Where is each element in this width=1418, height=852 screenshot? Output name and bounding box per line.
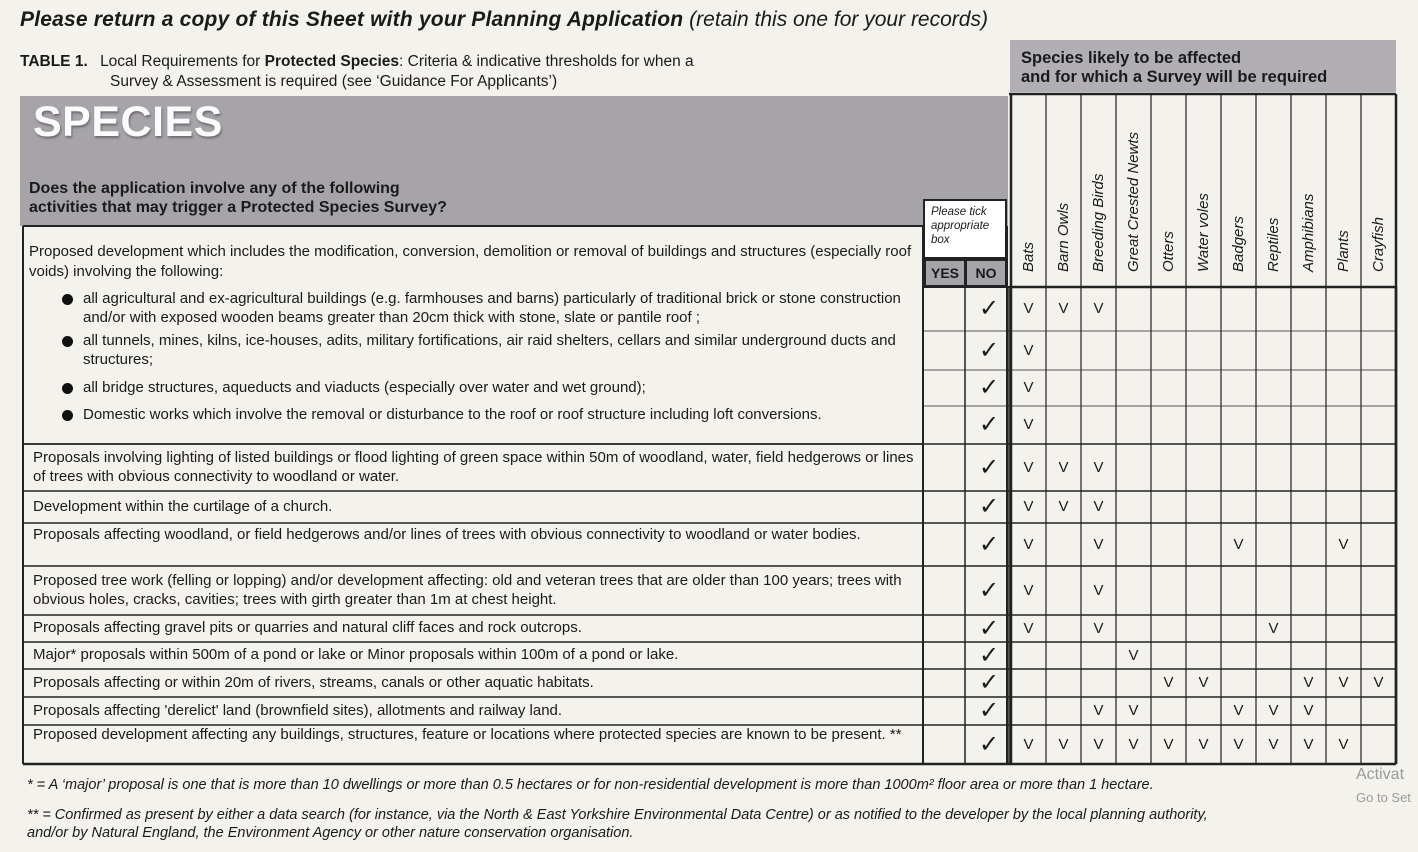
row-criterion-text: Proposals affecting gravel pits or quarries and natural cliff faces and rock outcrops. (33, 619, 582, 636)
caption-line1-pre: Local Requirements for (100, 53, 261, 70)
intro-text: Proposed development which includes the modification, conversion, demolition or removal of buildings and structures (especially roof voids) involving the following: (29, 243, 912, 280)
bullet-text: Domestic works which involve the removal or disturbance to the roof or roof structure including loft conversions. (83, 406, 822, 423)
no-tick-mark[interactable]: ✓ (978, 335, 1000, 364)
species-survey-mark: V (1128, 646, 1139, 664)
no-tick-mark[interactable]: ✓ (978, 575, 1000, 604)
yes-checkbox[interactable] (926, 525, 963, 564)
species-survey-mark: V (1373, 674, 1384, 691)
species-survey-mark: V (1023, 619, 1034, 637)
species-survey-mark: V (1093, 458, 1104, 476)
row-criterion-text: Proposed tree work (felling or lopping) and/or development affecting: old and veteran trees that are older than 100 years; trees with obvious holes, cracks, cavities; trees with girth greater than 1m at chest height. (33, 571, 902, 608)
row-criterion-text: Proposed development affecting any buildings, structures, feature or locations where protected species are known to be present. ** (33, 725, 902, 743)
bullet-text: all tunnels, mines, kilns, ice-houses, adits, military fortifications, air raid shelters, cellars and similar underground ducts and structures; (83, 331, 896, 368)
yes-checkbox[interactable] (926, 289, 963, 329)
caption-line1-bold: Protected Species (264, 53, 400, 70)
yes-checkbox[interactable] (926, 372, 963, 404)
banner-question-line1: Does the application involve any of the following (29, 180, 400, 197)
species-survey-mark: V (1058, 300, 1069, 317)
species-survey-mark: V (1023, 416, 1034, 433)
yes-checkbox[interactable] (926, 493, 963, 521)
no-tick-mark[interactable]: ✓ (978, 294, 1000, 322)
yes-checkbox[interactable] (926, 333, 963, 368)
species-column-label-text: Reptiles (1264, 217, 1282, 272)
row-criterion-text: Proposals affecting woodland, or field hedgerows and/or lines of trees with obvious connectivity to woodland or water bodies. (33, 525, 861, 543)
species-column-label-text: Breeding Birds (1089, 173, 1107, 272)
species-survey-mark: V (1058, 458, 1069, 476)
species-survey-mark: V (1268, 619, 1279, 637)
species-header-line2: and for which a Survey will be required (1021, 68, 1328, 86)
species-survey-mark: V (1093, 619, 1104, 637)
species-survey-mark: V (1023, 300, 1034, 317)
species-column-label-text: Bats (1019, 241, 1037, 272)
species-survey-mark: V (1163, 735, 1174, 753)
yes-column-header: YES (924, 259, 966, 287)
bullet-text: all agricultural and ex-agricultural buildings (e.g. farmhouses and barns) particularly of traditional brick or stone construction and/or with exposed wooden beams greater than 20cm thick with stone, slate or pantile roof ; (83, 290, 901, 326)
banner-question-line2: activities that may trigger a Protected Species Survey? (29, 199, 447, 216)
species-survey-mark: V (1093, 535, 1104, 553)
species-survey-mark: V (1023, 341, 1034, 359)
sheet-instruction-note: (retain this one for your records) (689, 8, 988, 31)
species-survey-mark: V (1233, 535, 1244, 553)
species-survey-mark: V (1338, 535, 1349, 553)
no-tick-mark[interactable]: ✓ (978, 452, 1000, 481)
species-survey-mark: V (1058, 498, 1069, 515)
bullet-dot (62, 294, 73, 305)
tick-instruction: Please tick appropriate box (923, 199, 1007, 259)
no-tick-mark[interactable]: ✓ (978, 668, 1000, 696)
no-tick-mark[interactable]: ✓ (978, 492, 1000, 520)
no-tick-mark[interactable]: ✓ (978, 729, 1000, 758)
species-column-label-text: Barn Owls (1054, 202, 1072, 272)
watermark-line2: Go to Set (1356, 790, 1411, 805)
caption-line1-post: : Criteria & indicative thresholds for when a (399, 53, 694, 70)
species-survey-mark: V (1023, 735, 1034, 753)
species-survey-mark: V (1128, 735, 1139, 753)
species-survey-mark: V (1023, 498, 1034, 515)
species-column-label-text: Amphibians (1299, 193, 1317, 272)
species-survey-mark: V (1093, 498, 1104, 515)
species-column-label-text: Badgers (1229, 216, 1247, 272)
species-survey-mark: V (1023, 581, 1034, 599)
species-header-line1: Species likely to be affected (1021, 49, 1242, 67)
bullet-dot (62, 383, 73, 394)
yes-checkbox[interactable] (926, 699, 963, 723)
species-survey-mark: V (1303, 735, 1314, 753)
species-survey-mark: V (1058, 735, 1069, 753)
species-survey-mark: V (1163, 674, 1174, 691)
species-survey-mark: V (1023, 535, 1034, 553)
species-survey-mark: V (1338, 735, 1349, 753)
yes-checkbox[interactable] (926, 671, 963, 695)
species-survey-mark: V (1093, 300, 1104, 317)
species-survey-mark: V (1338, 674, 1349, 691)
yes-checkbox[interactable] (926, 644, 963, 667)
no-tick-mark[interactable]: ✓ (978, 696, 1000, 724)
species-survey-mark: V (1128, 702, 1139, 719)
yes-checkbox[interactable] (926, 617, 963, 640)
sheet-instruction-main: Please return a copy of this Sheet with your Planning Application (20, 8, 684, 31)
bullet-dot (62, 410, 73, 421)
species-survey-mark: V (1233, 735, 1244, 753)
watermark-line1: Activat (1356, 766, 1405, 783)
species-survey-mark: V (1198, 735, 1209, 753)
no-column-header: NO (965, 259, 1007, 287)
yes-checkbox[interactable] (926, 408, 963, 442)
species-survey-mark: V (1023, 458, 1034, 476)
yes-checkbox[interactable] (926, 727, 963, 762)
species-survey-mark: V (1023, 379, 1034, 396)
species-survey-mark: V (1093, 702, 1104, 719)
species-column-label-text: Water voles (1194, 193, 1212, 272)
no-tick-mark[interactable]: ✓ (978, 529, 1000, 558)
footnote-confirmed-line1: ** = Confirmed as present by either a data search (for instance, via the North & East Yorkshire Environmental Data Centre) or as notified to the developer by the local planning authority, (27, 807, 1208, 823)
species-survey-mark: V (1268, 702, 1279, 719)
row-criterion-text: Major* proposals within 500m of a pond or lake or Minor proposals within 100m of a pond or lake. (33, 646, 679, 663)
species-survey-mark: V (1268, 735, 1279, 753)
species-survey-mark: V (1093, 581, 1104, 599)
row-criterion-text: Development within the curtilage of a church. (33, 497, 333, 515)
species-column-label-text: Crayfish (1369, 216, 1387, 272)
bullet-text: all bridge structures, aqueducts and viaducts (especially over water and wet ground); (83, 378, 646, 396)
footnote-confirmed (27, 806, 1397, 842)
yes-checkbox[interactable] (926, 446, 963, 489)
footnote-confirmed-line2: and/or by Natural England, the Environment Agency or other nature conservation organisation. (27, 825, 634, 841)
yes-checkbox[interactable] (926, 568, 963, 613)
row-criterion-text: Proposals involving lighting of listed buildings or flood lighting of green space within 50m of woodland, water, field hedgerows or lines of trees with obvious connectivity to woodland or water. (33, 448, 914, 485)
no-tick-mark[interactable]: ✓ (978, 410, 1000, 438)
table-label: TABLE 1. (20, 53, 88, 70)
species-survey-mark: V (1233, 702, 1244, 719)
banner-title: SPECIES (33, 98, 223, 146)
species-column-label-text: Plants (1334, 230, 1352, 272)
species-survey-mark: V (1198, 674, 1209, 691)
species-survey-mark: V (1303, 702, 1314, 719)
species-survey-mark: V (1093, 735, 1104, 753)
caption-line2: Survey & Assessment is required (see ‘Guidance For Applicants’) (110, 73, 558, 90)
species-survey-mark: V (1303, 674, 1314, 691)
species-column-label-text: Otters (1159, 231, 1177, 272)
row-criterion-text: Proposals affecting 'derelict' land (brownfield sites), allotments and railway land. (33, 701, 563, 719)
species-column-label-text: Great Crested Newts (1124, 131, 1142, 272)
row-criterion-text: Proposals affecting or within 20m of rivers, streams, canals or other aquatic habitats. (33, 673, 594, 691)
bullet-dot (62, 336, 73, 347)
footnote-major: * = A ‘major’ proposal is one that is more than 10 dwellings or more than 0.5 hectares or for non-residential development is more than 1000m² floor area or more than 1 hectare. (27, 777, 1154, 793)
no-tick-mark[interactable]: ✓ (978, 613, 1000, 642)
no-tick-mark[interactable]: ✓ (978, 373, 1000, 401)
no-tick-mark[interactable]: ✓ (978, 640, 1000, 669)
